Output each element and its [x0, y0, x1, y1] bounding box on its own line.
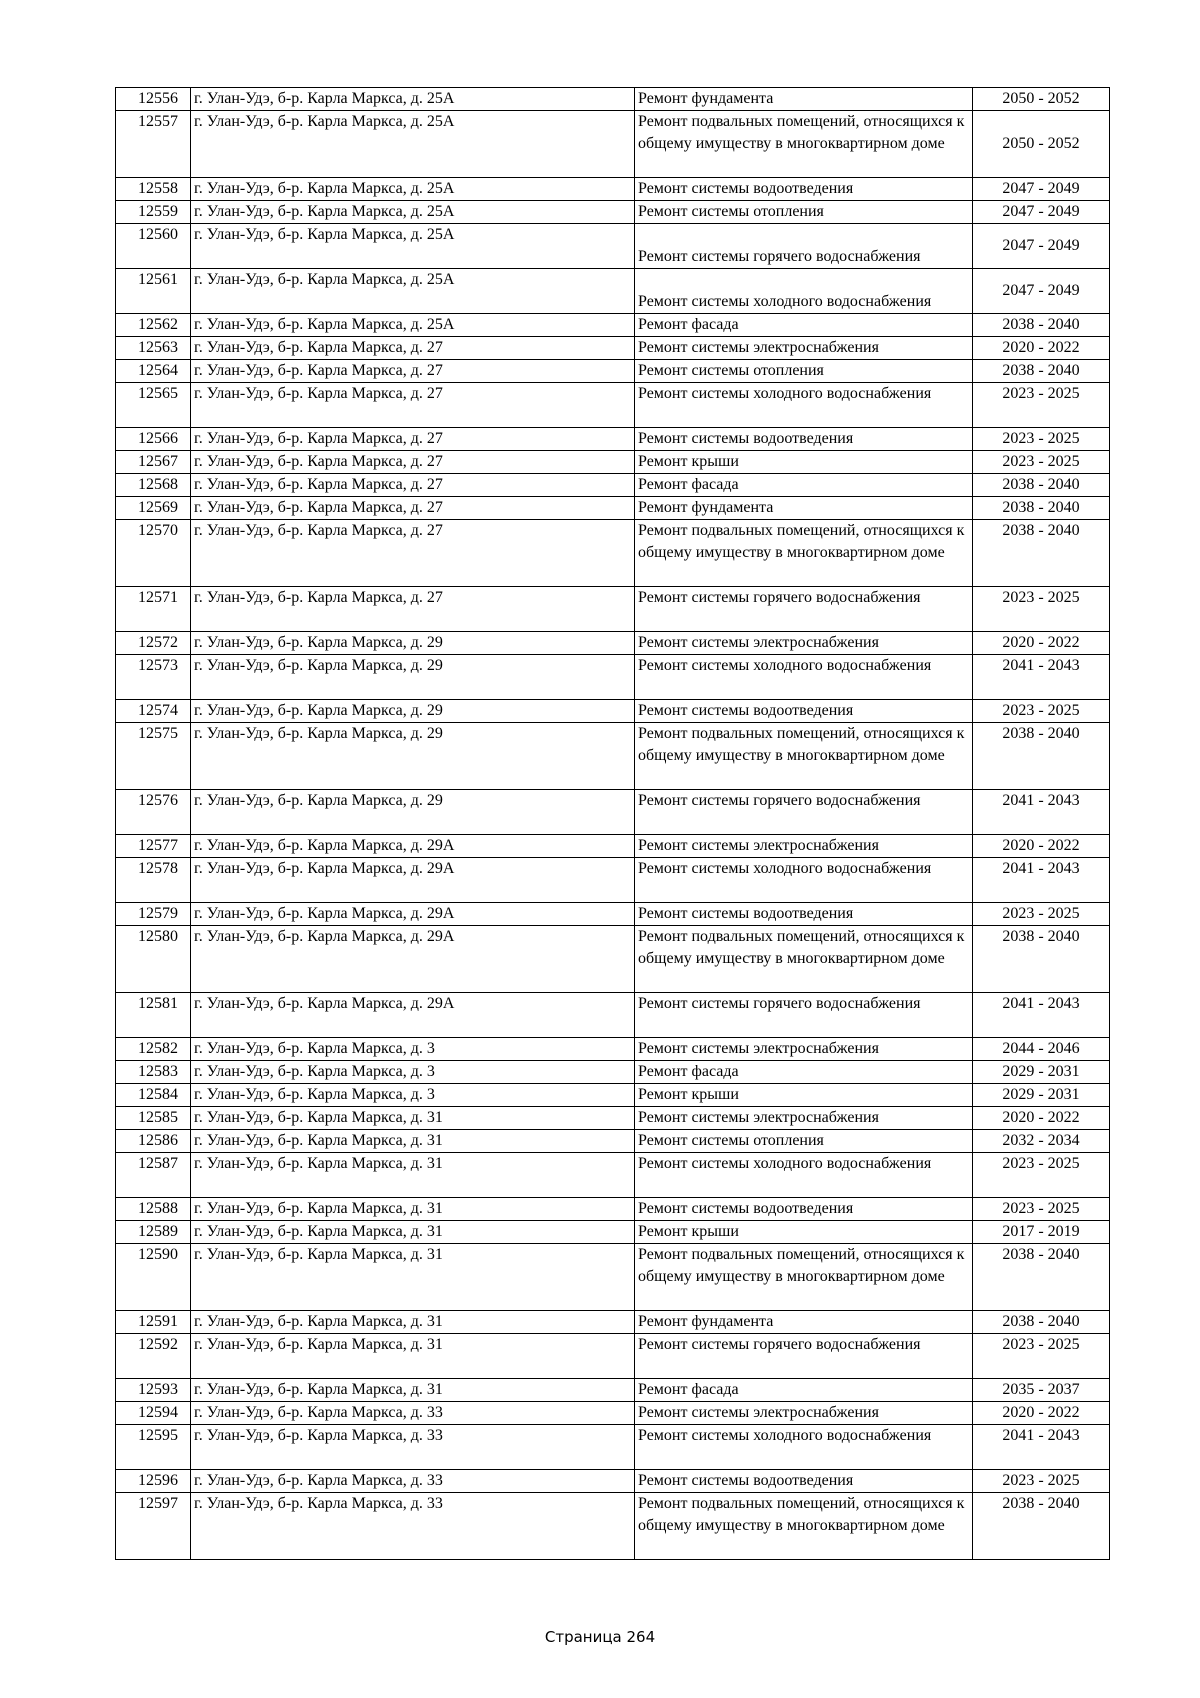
address-cell: г. Улан-Удэ, б-р. Карла Маркса, д. 33	[191, 1470, 635, 1493]
table-row	[116, 201, 1110, 224]
address-cell: г. Улан-Удэ, б-р. Карла Маркса, д. 29А	[191, 858, 635, 903]
period-cell: 2038 - 2040	[973, 1244, 1110, 1311]
row-number-cell: 12566	[116, 428, 191, 451]
address-cell: г. Улан-Удэ, б-р. Карла Маркса, д. 33	[191, 1402, 635, 1425]
period-cell: 2038 - 2040	[973, 520, 1110, 587]
table-row	[116, 314, 1110, 337]
table-row	[116, 1084, 1110, 1107]
table-row	[116, 587, 1110, 632]
address-cell: г. Улан-Удэ, б-р. Карла Маркса, д. 3	[191, 1084, 635, 1107]
address-cell: г. Улан-Удэ, б-р. Карла Маркса, д. 25А	[191, 178, 635, 201]
work-type-cell: Ремонт системы водоотведения	[635, 700, 973, 723]
address-cell: г. Улан-Удэ, б-р. Карла Маркса, д. 31	[191, 1153, 635, 1198]
row-number-cell: 12558	[116, 178, 191, 201]
period-cell: 2050 - 2052	[973, 111, 1110, 178]
row-number-cell: 12591	[116, 1311, 191, 1334]
period-cell: 2032 - 2034	[973, 1130, 1110, 1153]
table-row	[116, 178, 1110, 201]
work-type-cell: Ремонт системы электроснабжения	[635, 1107, 973, 1130]
row-number-cell: 12596	[116, 1470, 191, 1493]
address-cell: г. Улан-Удэ, б-р. Карла Маркса, д. 27	[191, 520, 635, 587]
period-cell: 2020 - 2022	[973, 1402, 1110, 1425]
row-number-cell: 12560	[116, 224, 191, 269]
row-number-cell: 12595	[116, 1425, 191, 1470]
row-number-cell: 12571	[116, 587, 191, 632]
period-cell: 2035 - 2037	[973, 1379, 1110, 1402]
row-number-cell: 12587	[116, 1153, 191, 1198]
table-row	[116, 88, 1110, 111]
row-number-cell: 12557	[116, 111, 191, 178]
row-number-cell: 12564	[116, 360, 191, 383]
period-cell: 2029 - 2031	[973, 1061, 1110, 1084]
address-cell: г. Улан-Удэ, б-р. Карла Маркса, д. 25А	[191, 314, 635, 337]
row-number-cell: 12592	[116, 1334, 191, 1379]
table-body	[116, 88, 1110, 1560]
table-row	[116, 1153, 1110, 1198]
address-cell: г. Улан-Удэ, б-р. Карла Маркса, д. 27	[191, 587, 635, 632]
address-cell: г. Улан-Удэ, б-р. Карла Маркса, д. 31	[191, 1379, 635, 1402]
row-number-cell: 12588	[116, 1198, 191, 1221]
period-cell: 2047 - 2049	[973, 201, 1110, 224]
row-number-cell: 12572	[116, 632, 191, 655]
row-number-cell: 12573	[116, 655, 191, 700]
address-cell: г. Улан-Удэ, б-р. Карла Маркса, д. 31	[191, 1107, 635, 1130]
work-type-cell: Ремонт подвальных помещений, относящихся к общему имуществу в многоквартирном доме	[635, 723, 973, 790]
address-cell: г. Улан-Удэ, б-р. Карла Маркса, д. 33	[191, 1425, 635, 1470]
work-type-cell: Ремонт подвальных помещений, относящихся к общему имуществу в многоквартирном доме	[635, 926, 973, 993]
table-row	[116, 1402, 1110, 1425]
period-cell: 2023 - 2025	[973, 1198, 1110, 1221]
period-cell: 2038 - 2040	[973, 926, 1110, 993]
row-number-cell: 12575	[116, 723, 191, 790]
work-type-cell: Ремонт системы электроснабжения	[635, 1038, 973, 1061]
address-cell: г. Улан-Удэ, б-р. Карла Маркса, д. 27	[191, 497, 635, 520]
period-cell: 2023 - 2025	[973, 451, 1110, 474]
row-number-cell: 12569	[116, 497, 191, 520]
work-type-cell: Ремонт системы электроснабжения	[635, 835, 973, 858]
work-type-cell: Ремонт крыши	[635, 1221, 973, 1244]
table-row	[116, 655, 1110, 700]
address-cell: г. Улан-Удэ, б-р. Карла Маркса, д. 3	[191, 1038, 635, 1061]
work-type-cell: Ремонт системы горячего водоснабжения	[635, 587, 973, 632]
address-cell: г. Улан-Удэ, б-р. Карла Маркса, д. 29	[191, 632, 635, 655]
period-cell: 2023 - 2025	[973, 1334, 1110, 1379]
table-row	[116, 1334, 1110, 1379]
work-type-cell: Ремонт фасада	[635, 1061, 973, 1084]
period-cell: 2041 - 2043	[973, 655, 1110, 700]
work-type-cell: Ремонт фундамента	[635, 1311, 973, 1334]
table-row	[116, 337, 1110, 360]
address-cell: г. Улан-Удэ, б-р. Карла Маркса, д. 31	[191, 1130, 635, 1153]
work-type-cell: Ремонт системы электроснабжения	[635, 632, 973, 655]
period-cell: 2038 - 2040	[973, 360, 1110, 383]
address-cell: г. Улан-Удэ, б-р. Карла Маркса, д. 27	[191, 383, 635, 428]
work-type-cell: Ремонт системы водоотведения	[635, 903, 973, 926]
work-type-cell: Ремонт крыши	[635, 451, 973, 474]
row-number-cell: 12584	[116, 1084, 191, 1107]
row-number-cell: 12590	[116, 1244, 191, 1311]
row-number-cell: 12574	[116, 700, 191, 723]
period-cell: 2050 - 2052	[973, 88, 1110, 111]
period-cell: 2044 - 2046	[973, 1038, 1110, 1061]
work-type-cell: Ремонт системы горячего водоснабжения	[635, 790, 973, 835]
period-cell: 2020 - 2022	[973, 632, 1110, 655]
work-type-cell: Ремонт системы водоотведения	[635, 428, 973, 451]
row-number-cell: 12563	[116, 337, 191, 360]
period-cell: 2038 - 2040	[973, 474, 1110, 497]
work-type-cell: Ремонт подвальных помещений, относящихся к общему имуществу в многоквартирном доме	[635, 1244, 973, 1311]
period-cell: 2023 - 2025	[973, 1470, 1110, 1493]
table-row	[116, 700, 1110, 723]
address-cell: г. Улан-Удэ, б-р. Карла Маркса, д. 29	[191, 723, 635, 790]
table-row	[116, 1311, 1110, 1334]
address-cell: г. Улан-Удэ, б-р. Карла Маркса, д. 31	[191, 1198, 635, 1221]
period-cell: 2023 - 2025	[973, 428, 1110, 451]
address-cell: г. Улан-Удэ, б-р. Карла Маркса, д. 25А	[191, 111, 635, 178]
period-cell: 2023 - 2025	[973, 903, 1110, 926]
work-type-cell: Ремонт системы водоотведения	[635, 178, 973, 201]
repair-schedule-table	[115, 87, 1110, 1560]
table-row	[116, 520, 1110, 587]
table-row	[116, 1130, 1110, 1153]
table-row	[116, 903, 1110, 926]
row-number-cell: 12576	[116, 790, 191, 835]
work-type-cell: Ремонт системы холодного водоснабжения	[635, 858, 973, 903]
table-row	[116, 474, 1110, 497]
work-type-cell: Ремонт системы холодного водоснабжения	[635, 269, 973, 314]
row-number-cell: 12581	[116, 993, 191, 1038]
work-type-cell: Ремонт подвальных помещений, относящихся к общему имуществу в многоквартирном доме	[635, 111, 973, 178]
table-row	[116, 723, 1110, 790]
work-type-cell: Ремонт системы отопления	[635, 360, 973, 383]
row-number-cell: 12589	[116, 1221, 191, 1244]
period-cell: 2029 - 2031	[973, 1084, 1110, 1107]
period-cell: 2038 - 2040	[973, 1311, 1110, 1334]
table-row	[116, 451, 1110, 474]
work-type-cell: Ремонт системы холодного водоснабжения	[635, 1425, 973, 1470]
period-cell: 2047 - 2049	[973, 269, 1110, 314]
work-type-cell: Ремонт системы отопления	[635, 201, 973, 224]
row-number-cell: 12567	[116, 451, 191, 474]
address-cell: г. Улан-Удэ, б-р. Карла Маркса, д. 27	[191, 360, 635, 383]
period-cell: 2041 - 2043	[973, 858, 1110, 903]
table-row	[116, 1221, 1110, 1244]
work-type-cell: Ремонт системы холодного водоснабжения	[635, 655, 973, 700]
table-row	[116, 835, 1110, 858]
period-cell: 2020 - 2022	[973, 337, 1110, 360]
table-row	[116, 383, 1110, 428]
address-cell: г. Улан-Удэ, б-р. Карла Маркса, д. 31	[191, 1311, 635, 1334]
period-cell: 2038 - 2040	[973, 723, 1110, 790]
table-row	[116, 1107, 1110, 1130]
period-cell: 2023 - 2025	[973, 587, 1110, 632]
table-row	[116, 926, 1110, 993]
table-row	[116, 1470, 1110, 1493]
row-number-cell: 12580	[116, 926, 191, 993]
work-type-cell: Ремонт подвальных помещений, относящихся к общему имуществу в многоквартирном доме	[635, 1493, 973, 1560]
address-cell: г. Улан-Удэ, б-р. Карла Маркса, д. 33	[191, 1493, 635, 1560]
table-row	[116, 1425, 1110, 1470]
table-row	[116, 1061, 1110, 1084]
period-cell: 2038 - 2040	[973, 1493, 1110, 1560]
row-number-cell: 12556	[116, 88, 191, 111]
row-number-cell: 12585	[116, 1107, 191, 1130]
period-cell: 2020 - 2022	[973, 835, 1110, 858]
work-type-cell: Ремонт фасада	[635, 1379, 973, 1402]
work-type-cell: Ремонт фундамента	[635, 497, 973, 520]
row-number-cell: 12570	[116, 520, 191, 587]
row-number-cell: 12582	[116, 1038, 191, 1061]
period-cell: 2038 - 2040	[973, 314, 1110, 337]
row-number-cell: 12586	[116, 1130, 191, 1153]
table-row	[116, 111, 1110, 178]
page-number: Страница 264	[544, 1628, 656, 1646]
table-row	[116, 790, 1110, 835]
address-cell: г. Улан-Удэ, б-р. Карла Маркса, д. 29А	[191, 926, 635, 993]
row-number-cell: 12561	[116, 269, 191, 314]
work-type-cell: Ремонт фундамента	[635, 88, 973, 111]
table-row	[116, 497, 1110, 520]
table-row	[116, 993, 1110, 1038]
row-number-cell: 12597	[116, 1493, 191, 1560]
period-cell: 2023 - 2025	[973, 383, 1110, 428]
address-cell: г. Улан-Удэ, б-р. Карла Маркса, д. 29	[191, 700, 635, 723]
address-cell: г. Улан-Удэ, б-р. Карла Маркса, д. 31	[191, 1334, 635, 1379]
work-type-cell: Ремонт системы электроснабжения	[635, 1402, 973, 1425]
period-cell: 2047 - 2049	[973, 178, 1110, 201]
table-row	[116, 858, 1110, 903]
work-type-cell: Ремонт системы отопления	[635, 1130, 973, 1153]
period-cell: 2017 - 2019	[973, 1221, 1110, 1244]
period-cell: 2041 - 2043	[973, 1425, 1110, 1470]
work-type-cell: Ремонт системы горячего водоснабжения	[635, 993, 973, 1038]
period-cell: 2047 - 2049	[973, 224, 1110, 269]
row-number-cell: 12594	[116, 1402, 191, 1425]
period-cell: 2023 - 2025	[973, 700, 1110, 723]
table-row	[116, 1038, 1110, 1061]
period-cell: 2041 - 2043	[973, 790, 1110, 835]
work-type-cell: Ремонт подвальных помещений, относящихся к общему имуществу в многоквартирном доме	[635, 520, 973, 587]
table-row	[116, 1493, 1110, 1560]
row-number-cell: 12577	[116, 835, 191, 858]
work-type-cell: Ремонт системы электроснабжения	[635, 337, 973, 360]
address-cell: г. Улан-Удэ, б-р. Карла Маркса, д. 25А	[191, 201, 635, 224]
address-cell: г. Улан-Удэ, б-р. Карла Маркса, д. 3	[191, 1061, 635, 1084]
work-type-cell: Ремонт системы водоотведения	[635, 1470, 973, 1493]
row-number-cell: 12583	[116, 1061, 191, 1084]
work-type-cell: Ремонт системы холодного водоснабжения	[635, 1153, 973, 1198]
address-cell: г. Улан-Удэ, б-р. Карла Маркса, д. 27	[191, 428, 635, 451]
row-number-cell: 12568	[116, 474, 191, 497]
address-cell: г. Улан-Удэ, б-р. Карла Маркса, д. 31	[191, 1244, 635, 1311]
address-cell: г. Улан-Удэ, б-р. Карла Маркса, д. 27	[191, 451, 635, 474]
work-type-cell: Ремонт системы горячего водоснабжения	[635, 224, 973, 269]
table-row	[116, 632, 1110, 655]
work-type-cell: Ремонт фасада	[635, 314, 973, 337]
row-number-cell: 12562	[116, 314, 191, 337]
address-cell: г. Улан-Удэ, б-р. Карла Маркса, д. 25А	[191, 224, 635, 269]
period-cell: 2023 - 2025	[973, 1153, 1110, 1198]
table-row	[116, 360, 1110, 383]
table-row	[116, 428, 1110, 451]
row-number-cell: 12579	[116, 903, 191, 926]
work-type-cell: Ремонт фасада	[635, 474, 973, 497]
work-type-cell: Ремонт системы водоотведения	[635, 1198, 973, 1221]
address-cell: г. Улан-Удэ, б-р. Карла Маркса, д. 27	[191, 337, 635, 360]
address-cell: г. Улан-Удэ, б-р. Карла Маркса, д. 29А	[191, 993, 635, 1038]
address-cell: г. Улан-Удэ, б-р. Карла Маркса, д. 31	[191, 1221, 635, 1244]
table-row	[116, 224, 1110, 269]
address-cell: г. Улан-Удэ, б-р. Карла Маркса, д. 25А	[191, 269, 635, 314]
address-cell: г. Улан-Удэ, б-р. Карла Маркса, д. 29А	[191, 835, 635, 858]
work-type-cell: Ремонт системы горячего водоснабжения	[635, 1334, 973, 1379]
period-cell: 2038 - 2040	[973, 497, 1110, 520]
address-cell: г. Улан-Удэ, б-р. Карла Маркса, д. 29А	[191, 903, 635, 926]
work-type-cell: Ремонт системы холодного водоснабжения	[635, 383, 973, 428]
table-row	[116, 1244, 1110, 1311]
table-row	[116, 1379, 1110, 1402]
address-cell: г. Улан-Удэ, б-р. Карла Маркса, д. 25А	[191, 88, 635, 111]
address-cell: г. Улан-Удэ, б-р. Карла Маркса, д. 29	[191, 655, 635, 700]
row-number-cell: 12593	[116, 1379, 191, 1402]
table-row	[116, 1198, 1110, 1221]
row-number-cell: 12565	[116, 383, 191, 428]
row-number-cell: 12559	[116, 201, 191, 224]
address-cell: г. Улан-Удэ, б-р. Карла Маркса, д. 29	[191, 790, 635, 835]
table-row	[116, 269, 1110, 314]
address-cell: г. Улан-Удэ, б-р. Карла Маркса, д. 27	[191, 474, 635, 497]
work-type-cell: Ремонт крыши	[635, 1084, 973, 1107]
period-cell: 2041 - 2043	[973, 993, 1110, 1038]
period-cell: 2020 - 2022	[973, 1107, 1110, 1130]
row-number-cell: 12578	[116, 858, 191, 903]
